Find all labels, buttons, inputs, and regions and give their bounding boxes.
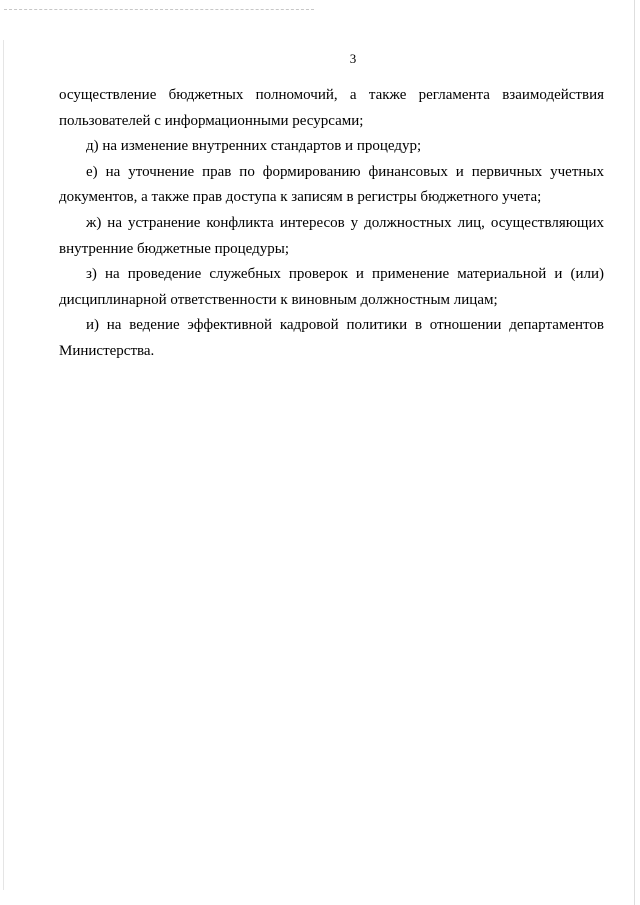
- list-item-d: д) на изменение внутренних стандартов и процедур;: [86, 138, 422, 155]
- list-item-i: и) на ведение эффективной кадровой политики в отношении департаментов Министерства.: [59, 317, 604, 359]
- scan-artifact-right-edge: [634, 0, 635, 905]
- scan-artifact-left-edge: [3, 40, 4, 890]
- list-item-e: е) на уточнение прав по формированию финансовых и первичных учетных документов, а также прав доступа к записям в регистры бюджетного учета;: [59, 163, 604, 206]
- list-item-zh: ж) на устранение конфликта интересов у должностных лиц, осуществляющих внутренние бюджетные процедуры;: [59, 214, 604, 257]
- scan-artifact-line: [4, 9, 314, 10]
- document-body: [59, 83, 604, 365]
- page-number: 3: [349, 51, 357, 66]
- list-item-z: з) на проведение служебных проверок и применение материальной и (или) дисциплинарной ответственности к виновным должностным лицам;: [59, 266, 604, 308]
- paragraph-continuation: осуществление бюджетных полномочий, а также регламента взаимодействия пользователей с информационными ресурсами;: [59, 87, 604, 129]
